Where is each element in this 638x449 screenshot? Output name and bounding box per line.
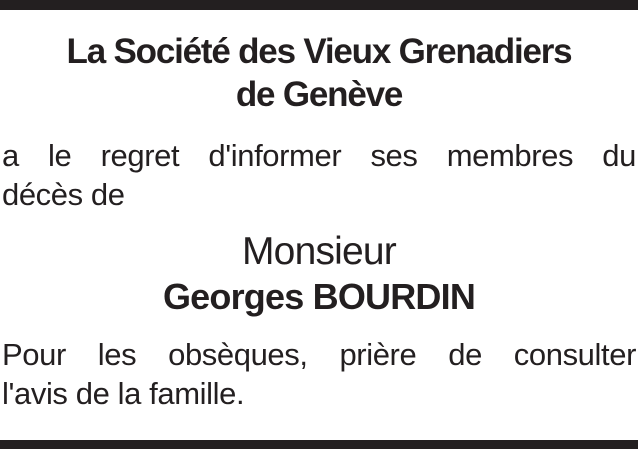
organization-name-line1: La Société des Vieux Grenadiers: [66, 32, 572, 71]
notice-body: [0, 10, 638, 413]
closing-line1: Pour les obsèques, prière de consulter: [2, 337, 636, 372]
intro-line1: a le regret d'informer ses membres du: [2, 138, 636, 173]
organization-name-line2: de Genève: [235, 75, 403, 114]
deceased-name: Georges BOURDIN: [162, 276, 476, 317]
deceased-title: Monsieur: [242, 230, 396, 273]
closing-paragraph: [2, 335, 636, 413]
organization-name: [2, 30, 636, 116]
top-rule: [0, 0, 638, 10]
intro-line2: décès de: [2, 177, 125, 212]
bottom-rule: [0, 440, 638, 449]
closing-line2: l'avis de la famille.: [2, 376, 245, 411]
deceased-block: [2, 228, 636, 319]
intro-paragraph: [2, 136, 636, 214]
